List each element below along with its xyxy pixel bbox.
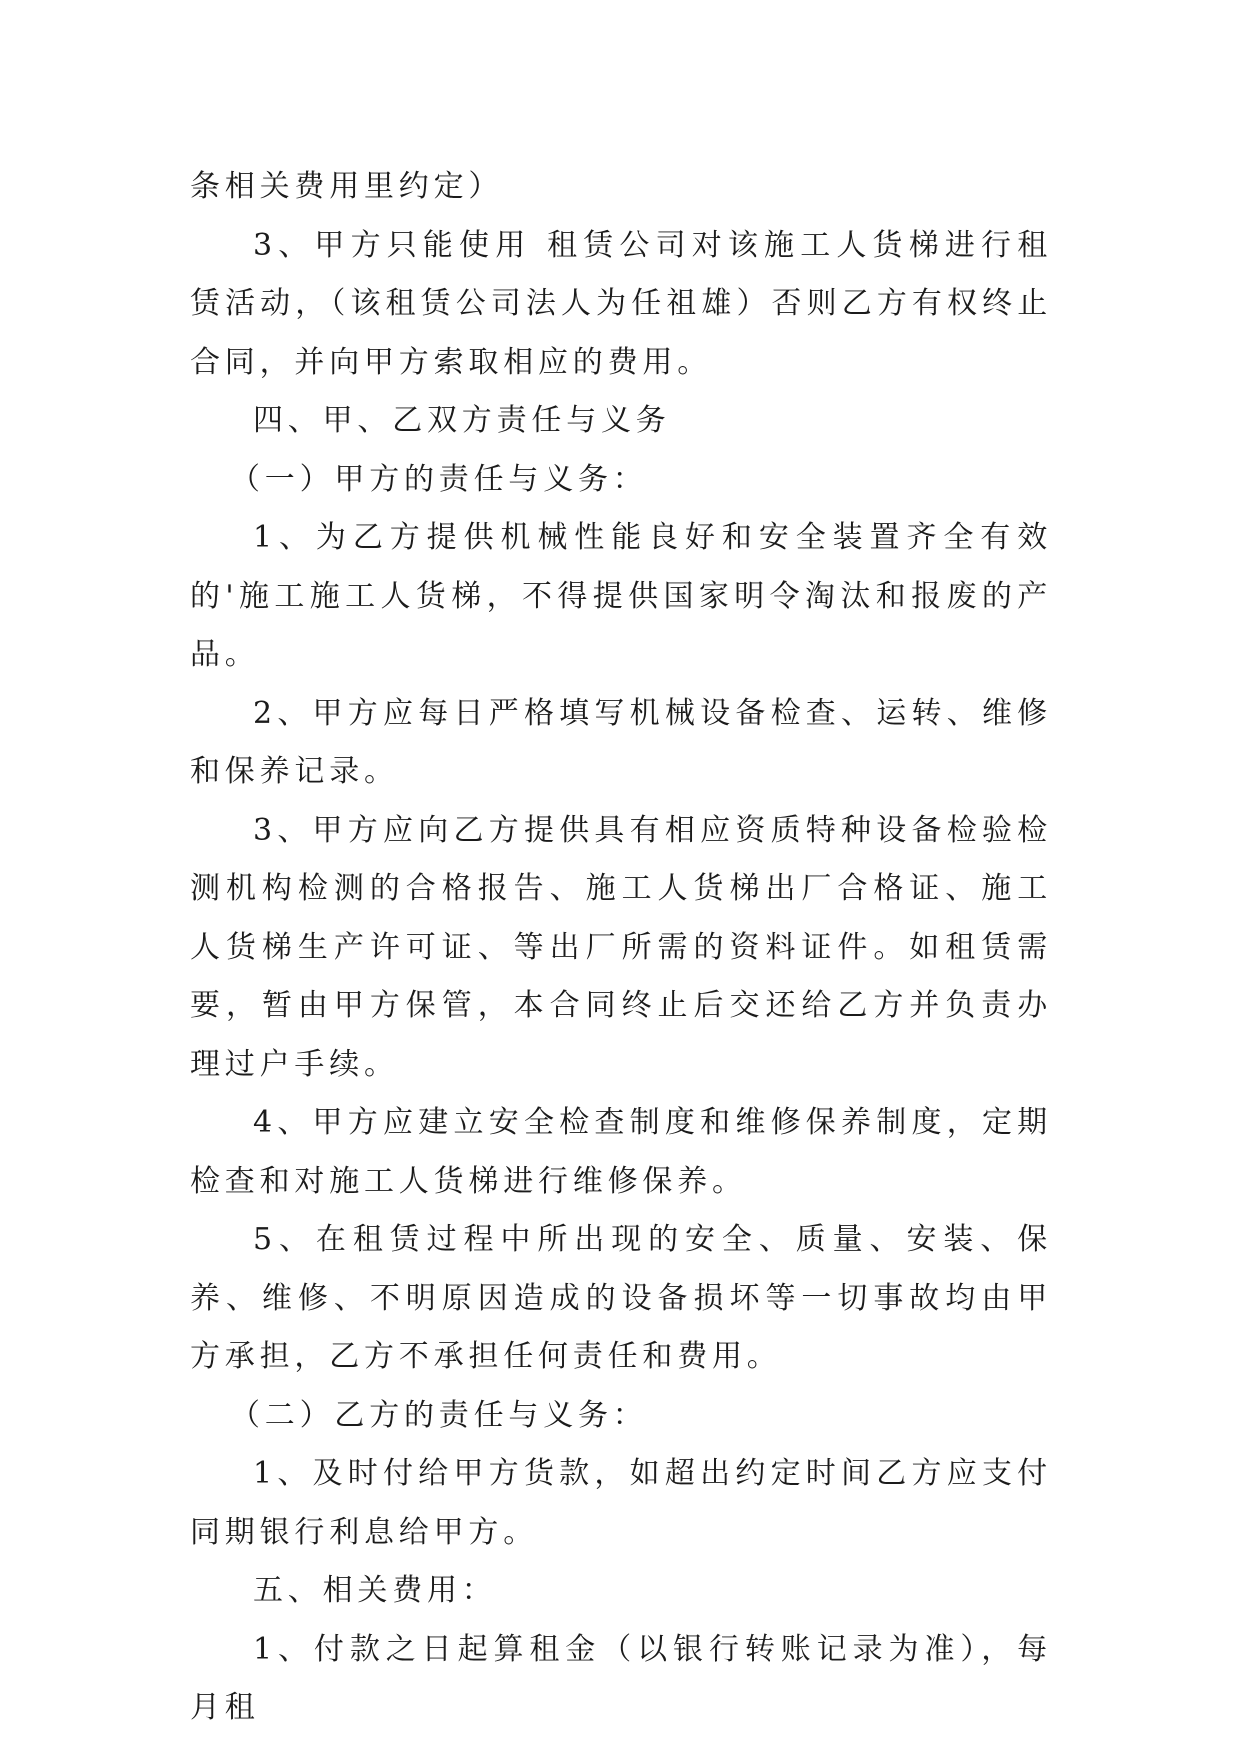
paragraph-party-a-item-5: 5、在租赁过程中所出现的安全、质量、安装、保养、维修、不明原因造成的设备损坏等一切事故均由甲方承担，乙方不承担任何责任和费用。 [190, 1222, 1052, 1374]
paragraph-fees-item-1: 1、付款之日起算租金（以银行转账记录为准），每月租 [190, 1631, 1052, 1725]
paragraph-party-a-item-4: 4、甲方应建立安全检查制度和维修保养制度，定期检查和对施工人货梯进行维修保养。 [190, 1105, 1052, 1199]
subsection-heading-party-a: （一）甲方的责任与义务： [230, 461, 648, 497]
paragraph-clause-3-leasing-company: 3、甲方只能使用 租赁公司对该施工人货梯进行租赁活动，（该租赁公司法人为任祖雄）否则乙方有权终止合同，并向甲方索取相应的费用。 [190, 227, 1052, 380]
paragraph-party-a-item-3: 3、甲方应向乙方提供具有相应资质特种设备检验检测机构检测的合格报告、施工人货梯出厂合格证、施工人货梯生产许可证、等出厂所需的资料证件。如租赁需要，暂由甲方保管，本合同终止后交还给乙方并负责办理过户手续。 [190, 812, 1052, 1082]
section-heading-responsibilities: 四、甲、乙双方责任与义务 [253, 403, 671, 438]
section-heading-related-fees: 五、相关费用： [253, 1573, 497, 1608]
paragraph-continuation: 条相关费用里约定） [190, 169, 504, 204]
paragraph-party-a-item-1: 1、为乙方提供机械性能良好和安全装置齐全有效的'施工施工人货梯，不得提供国家明令淘汰和报废的产品。 [190, 520, 1052, 672]
document-body [190, 158, 1052, 1738]
paragraph-party-a-item-2: 2、甲方应每日严格填写机械设备检查、运转、维修和保养记录。 [190, 695, 1052, 789]
subsection-heading-party-b: （二）乙方的责任与义务： [230, 1397, 648, 1433]
paragraph-party-b-item-1: 1、及时付给甲方货款，如超出约定时间乙方应支付同期银行利息给甲方。 [190, 1456, 1052, 1550]
